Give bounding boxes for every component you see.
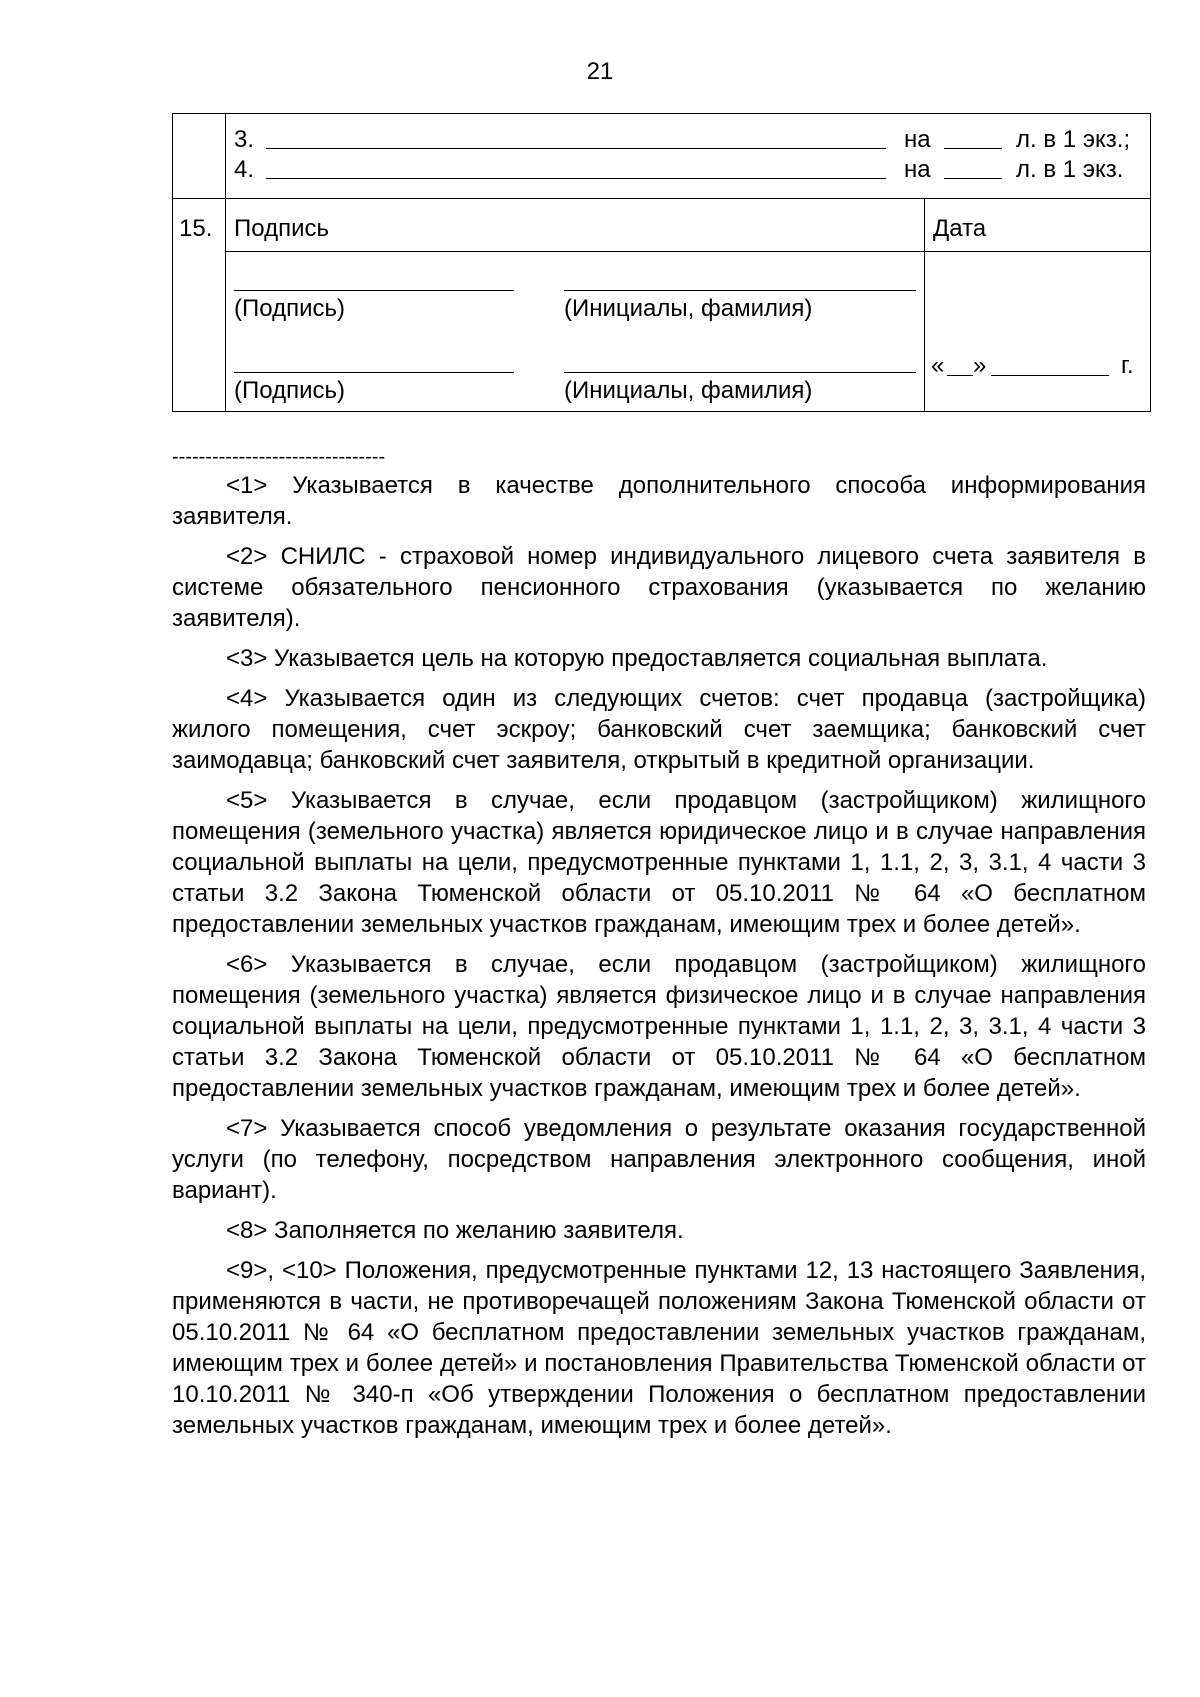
footnote-8: <8> Заполняется по желанию заявителя. <box>226 1217 684 1244</box>
row-15-number: 15. <box>179 215 213 242</box>
date-month-line <box>991 375 1109 376</box>
attachment-4-pages-line <box>944 178 1002 179</box>
footnotes <box>172 446 1146 1450</box>
attachment-4-title-line <box>266 178 886 179</box>
date-open-quote: « <box>931 352 945 379</box>
date-close-quote: » <box>973 352 987 379</box>
name-line-1 <box>564 290 916 291</box>
footnote-7: <7> Указывается способ уведомления о результате оказания государственной услуги (по телефону, посредством направления электронного сообщения, иной вариант). <box>172 1115 1146 1204</box>
date-header: Дата <box>933 215 987 242</box>
name-line-2 <box>564 372 916 373</box>
footnote-1: <1> Указывается в качестве дополнительного способа информирования заявителя. <box>172 472 1146 530</box>
row-number-cell-empty <box>173 114 226 199</box>
signature-line-1 <box>234 290 514 291</box>
footnote-6: <6> Указывается в случае, если продавцом (застройщиком) жилищного помещения (земельного участка) является физическое лицо и в случае направления социальной выплаты на цели, предусмотренные пунктами 1, 1.1, 2, 3, 3.1, 4 части 3 статьи 3.2 Закона Тюменской области от 05.10.2011 № 64 «О бесплатном предоставлении земельных участков гражданам, имеющим трех и более детей». <box>172 951 1146 1102</box>
signature-caption-1: (Подпись) <box>234 295 345 322</box>
date-day-line <box>947 375 973 376</box>
signature-header: Подпись <box>234 215 329 242</box>
page-number: 21 <box>586 58 614 85</box>
signature-line-2 <box>234 372 514 373</box>
application-form-table <box>172 113 1151 412</box>
row-15-number-cell <box>173 199 226 412</box>
footnote-4: <4> Указывается один из следующих счетов: счет продавца (застройщика) жилого помещения, счет эскроу; банковский счет заемщика; банковский счет заимодавца; банковский счет заявителя, открытый в кредитной организации. <box>172 685 1146 774</box>
attachment-3-number: 3. <box>234 126 255 153</box>
signature-caption-2: (Подпись) <box>234 377 345 404</box>
attachment-4-suffix: л. в 1 экз. <box>1016 156 1124 183</box>
footnote-5: <5> Указывается в случае, если продавцом (застройщиком) жилищного помещения (земельного участка) является юридическое лицо и в случае направления социальной выплаты на цели, предусмотренные пунктами 1, 1.1, 2, 3, 3.1, 4 части 3 статьи 3.2 Закона Тюменской области от 05.10.2011 № 64 «О бесплатном предоставлении земельных участков гражданам, имеющим трех и более детей». <box>172 787 1146 938</box>
footnote-2: <2> СНИЛС - страховой номер индивидуального лицевого счета заявителя в системе обязательного пенсионного страхования (указывается по желанию заявителя). <box>172 543 1146 632</box>
attachment-3-suffix: л. в 1 экз.; <box>1016 126 1131 153</box>
date-year-suffix: г. <box>1121 352 1134 379</box>
name-caption-2: (Инициалы, фамилия) <box>564 377 813 404</box>
signatures-cell <box>226 252 925 412</box>
attachment-3-pages-line <box>944 148 1002 149</box>
attachment-4-na: на <box>904 156 931 183</box>
footnote-separator: -------------------------------- <box>172 446 386 468</box>
date-cell <box>925 252 1151 412</box>
attachment-4-number: 4. <box>234 156 255 183</box>
signature-header-cell <box>226 199 925 252</box>
attachments-cell <box>226 114 1151 199</box>
footnote-9-10: <9>, <10> Положения, предусмотренные пунктами 12, 13 настоящего Заявления, применяются в части, не противоречащей положениям Закона Тюменской области от 05.10.2011 № 64 «О бесплатном предоставлении земельных участков гражданам, имеющим трех и более детей» и постановления Правительства Тюменской области от 10.10.2011 № 340-п «Об утверждении Положения о бесплатном предоставлении земельных участков гражданам, имеющим трех и более детей». <box>172 1257 1146 1439</box>
name-caption-1: (Инициалы, фамилия) <box>564 295 813 322</box>
attachment-3-na: на <box>904 126 931 153</box>
attachment-3-title-line <box>266 148 886 149</box>
footnote-3: <3> Указывается цель на которую предоставляется социальная выплата. <box>226 645 1048 672</box>
date-header-cell <box>925 199 1151 252</box>
